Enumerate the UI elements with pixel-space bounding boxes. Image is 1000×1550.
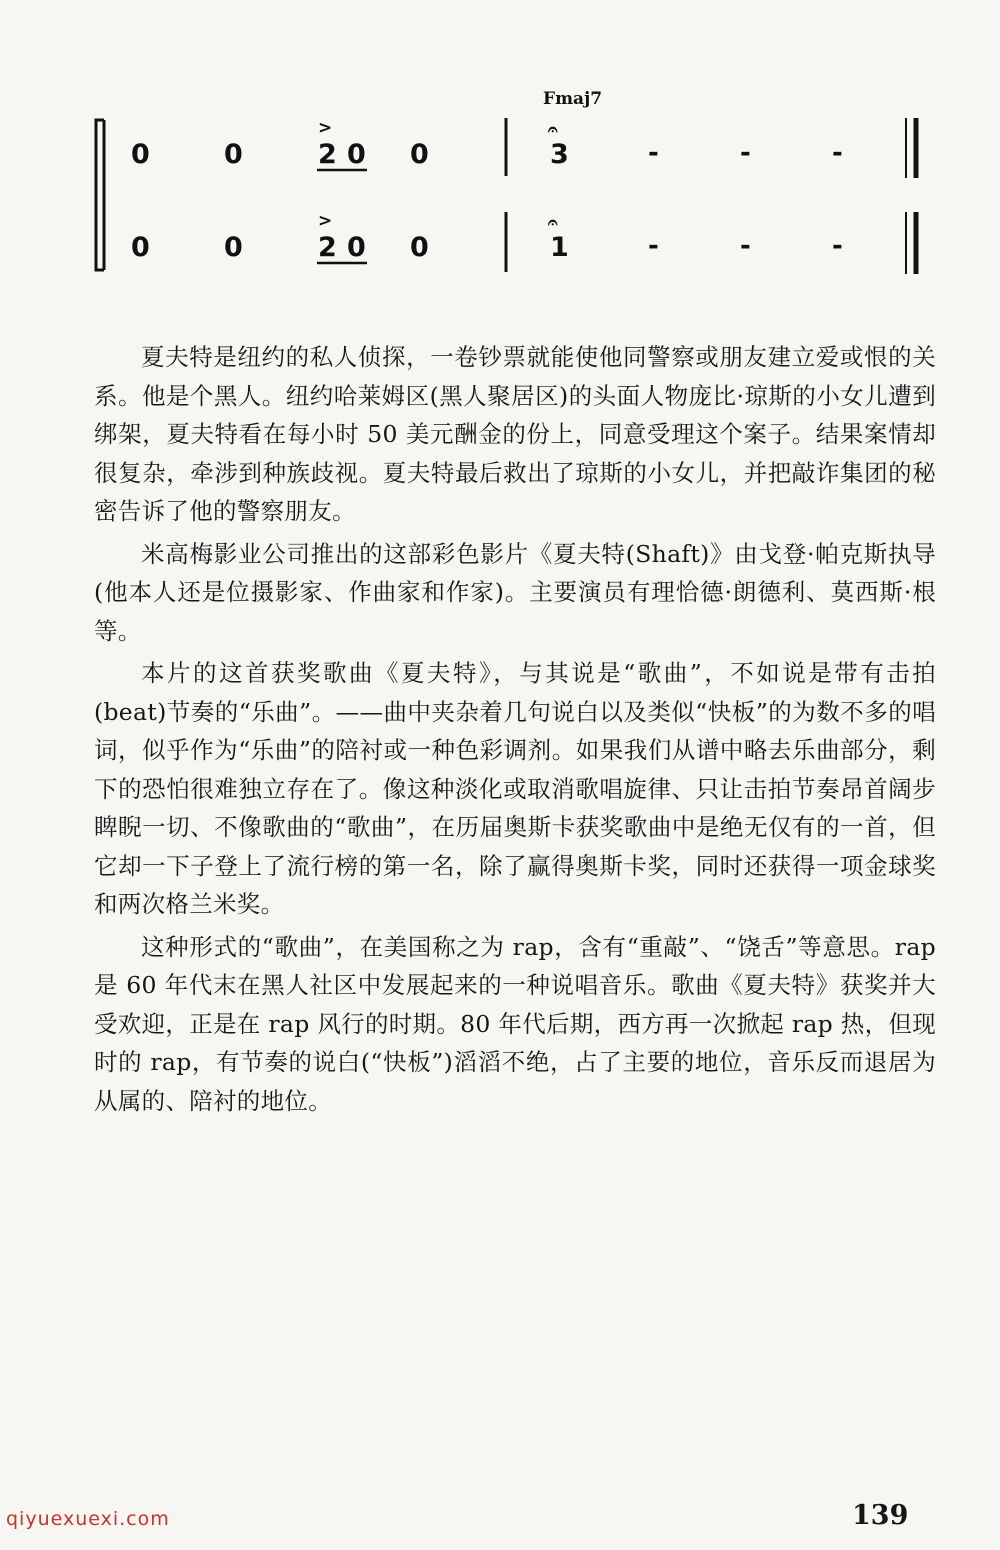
- note: 0: [410, 139, 429, 170]
- hold-dash: -: [740, 138, 751, 168]
- upper-staff: [131, 118, 916, 178]
- note: 0: [347, 139, 366, 170]
- note: 0: [347, 232, 366, 263]
- note: 0: [224, 232, 243, 263]
- lower-staff: [131, 211, 916, 274]
- hold-dash: -: [832, 231, 843, 261]
- accent-mark: >: [318, 118, 333, 138]
- accent-mark: >: [318, 211, 333, 231]
- hold-dash: -: [648, 231, 659, 261]
- article-body: [94, 338, 936, 1124]
- page-number: 139: [852, 1500, 909, 1531]
- note: 0: [410, 232, 429, 263]
- chord-label: Fmaj7: [543, 89, 603, 109]
- note: 2: [318, 232, 337, 263]
- fermata-mark: 𝄐: [548, 120, 558, 140]
- paragraph: 夏夫特是纽约的私人侦探，一卷钞票就能使他同警察或朋友建立爱或恨的关系。他是个黑人。纽约哈莱姆区(黑人聚居区)的头面人物庞比·琼斯的小女儿遭到绑架，夏夫特看在每小时 50 美元酬金的份上，同意受理这个案子。结果案情却很复杂，牵涉到种族歧视。夏夫特最后救出了琼斯的小女儿，并把敲诈集团的秘密告诉了他的警察朋友。: [94, 343, 936, 525]
- paragraph: 米高梅影业公司推出的这部彩色影片《夏夫特(Shaft)》由戈登·帕克斯执导(他本人还是位摄影家、作曲家和作家)。主要演员有理恰德·朗德利、莫西斯·根等。: [94, 539, 936, 645]
- note: 2: [318, 139, 337, 170]
- fermata-mark: 𝄐: [548, 213, 558, 233]
- hold-dash: -: [832, 138, 843, 168]
- note: 0: [131, 232, 150, 263]
- note: 0: [131, 139, 150, 170]
- hold-dash: -: [740, 231, 751, 261]
- music-score: [0, 0, 1000, 290]
- site-watermark: qiyuexuexi.com: [6, 1508, 170, 1530]
- paragraph: 本片的这首获奖歌曲《夏夫特》，与其说是“歌曲”，不如说是带有击拍(beat)节奏的“乐曲”。——曲中夹杂着几句说白以及类似“快板”的为数不多的唱词，似乎作为“乐曲”的陪衬或一种色彩调剂。如果我们从谱中略去乐曲部分，剩下的恐怕很难独立存在了。像这种淡化或取消歌唱旋律、只让击拍节奏昂首阔步睥睨一切、不像歌曲的“歌曲”，在历届奥斯卡获奖歌曲中是绝无仅有的一首，但它却一下子登上了流行榜的第一名，除了赢得奥斯卡奖，同时还获得一项金球奖和两次格兰米奖。: [94, 659, 936, 918]
- note: 0: [224, 139, 243, 170]
- paragraph: 这种形式的“歌曲”，在美国称之为 rap，含有“重敲”、“饶舌”等意思。rap 是 60 年代末在黑人社区中发展起来的一种说唱音乐。歌曲《夏夫特》获奖并大受欢迎，正是在 rap 风行的时期。80 年代后期，西方再一次掀起 rap 热，但现时的 rap，有节奏的说白(“快板”)滔滔不绝，占了主要的地位，音乐反而退居为从属的、陪衬的地位。: [94, 932, 936, 1115]
- note: 3: [550, 139, 569, 170]
- hold-dash: -: [648, 138, 659, 168]
- note: 1: [550, 232, 569, 263]
